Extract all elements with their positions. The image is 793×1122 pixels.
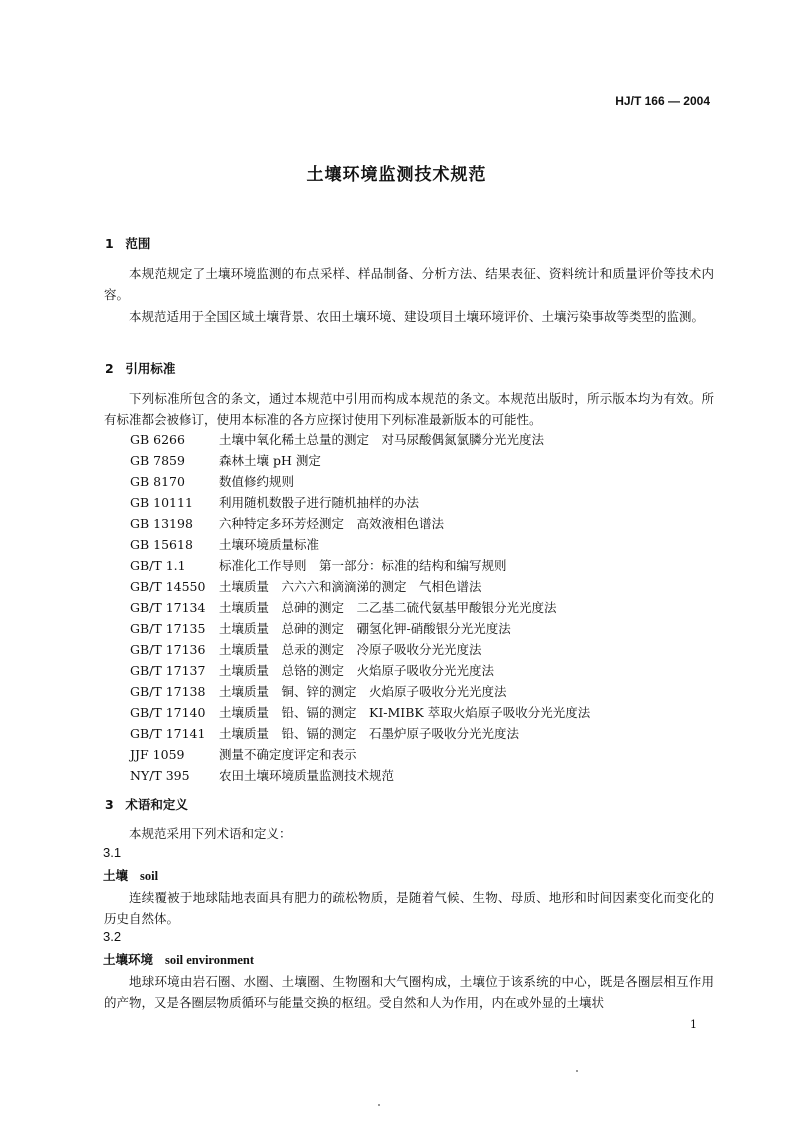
term-heading bbox=[103, 950, 254, 968]
term-definition: 地球环境由岩石圈、水圈、土壤圈、生物圈和大气圈构成，土壤位于该系统的中心，既是各圈层相互作用的产物，又是各圈层物质循环与能量交换的枢纽。受自然和人为作用，内在或外显的土壤状 bbox=[104, 974, 714, 1010]
reference-code: GB/T 17141 bbox=[130, 726, 206, 741]
reference-code: GB 13198 bbox=[130, 516, 193, 531]
reference-code: GB/T 17135 bbox=[130, 621, 206, 636]
section-2-heading bbox=[105, 359, 175, 377]
reference-code: GB 15618 bbox=[130, 537, 193, 552]
section-3-title: 术语和定义 bbox=[125, 797, 188, 812]
section-1-number: 1 bbox=[105, 236, 114, 251]
reference-item bbox=[130, 597, 557, 618]
reference-title: 利用随机数骰子进行随机抽样的办法 bbox=[219, 495, 420, 510]
page-title: 土壤环境监测技术规范 bbox=[306, 165, 487, 185]
reference-code: GB/T 17134 bbox=[130, 600, 206, 615]
term-definition: 连续覆被于地球陆地表面具有肥力的疏松物质，是随着气候、生物、母质、地形和时间因素变化而变化的历史自然体。 bbox=[104, 890, 714, 926]
reference-code: GB/T 14550 bbox=[130, 579, 206, 594]
reference-title: 标准化工作导则 第一部分：标准的结构和编写规则 bbox=[219, 558, 507, 573]
term-number: 3.1 bbox=[103, 845, 122, 860]
reference-item bbox=[130, 639, 482, 660]
reference-title: 土壤质量 总汞的测定 冷原子吸收分光光度法 bbox=[219, 642, 482, 657]
page-number: 1 bbox=[690, 1018, 697, 1031]
term-english: soil environment bbox=[165, 953, 255, 967]
reference-item bbox=[130, 681, 507, 702]
reference-title: 六种特定多环芳烃测定 高效液相色谱法 bbox=[219, 516, 445, 531]
reference-title: 测量不确定度评定和表示 bbox=[219, 747, 357, 762]
reference-code: GB/T 17136 bbox=[130, 642, 206, 657]
section-2-title: 引用标准 bbox=[125, 361, 176, 376]
reference-title: 土壤质量 总砷的测定 二乙基二硫代氨基甲酸银分光光度法 bbox=[219, 600, 557, 615]
term-number: 3.2 bbox=[103, 929, 122, 944]
reference-item bbox=[130, 660, 494, 681]
term-english: soil bbox=[140, 869, 159, 883]
reference-code: GB/T 1.1 bbox=[130, 558, 186, 573]
reference-item bbox=[130, 492, 419, 513]
section-1-paragraph-1: 本规范规定了土壤环境监测的布点采样、样品制备、分析方法、结果表征、资料统计和质量评价等技术内容。 bbox=[104, 266, 714, 302]
reference-code: GB/T 17138 bbox=[130, 684, 206, 699]
term-chinese: 土壤环境 bbox=[103, 952, 154, 967]
term-heading bbox=[103, 866, 158, 884]
reference-title: 农田土壤环境质量监测技术规范 bbox=[219, 768, 395, 783]
reference-code: GB 8170 bbox=[130, 474, 185, 489]
reference-item bbox=[130, 576, 482, 597]
reference-code: JJF 1059 bbox=[130, 747, 185, 762]
reference-title: 土壤质量 总砷的测定 硼氢化钾-硝酸银分光光度法 bbox=[219, 621, 511, 636]
section-2-intro: 下列标准所包含的条文，通过本规范中引用而构成本规范的条文。本规范出版时，所示版本均为有效。所有标准都会被修订，使用本标准的各方应探讨使用下列标准最新版本的可能性。 bbox=[104, 391, 714, 427]
reference-code: GB 7859 bbox=[130, 453, 185, 468]
reference-item bbox=[130, 534, 319, 555]
reference-item bbox=[130, 723, 519, 744]
section-2-number: 2 bbox=[105, 361, 114, 376]
reference-title: 土壤中氧化稀土总量的测定 对马尿酸偶氮氯膦分光光度法 bbox=[219, 432, 545, 447]
reference-code: GB 6266 bbox=[130, 432, 185, 447]
section-3-heading bbox=[105, 795, 188, 813]
reference-item bbox=[130, 702, 590, 723]
section-1-heading bbox=[105, 234, 150, 252]
scan-speck bbox=[576, 1070, 578, 1072]
reference-title: 土壤质量 铜、锌的测定 火焰原子吸收分光光度法 bbox=[219, 684, 507, 699]
section-3-number: 3 bbox=[105, 797, 114, 812]
reference-item bbox=[130, 618, 511, 639]
reference-code: GB/T 17140 bbox=[130, 705, 206, 720]
reference-item bbox=[130, 471, 294, 492]
reference-code: NY/T 395 bbox=[130, 768, 190, 783]
reference-code: GB 10111 bbox=[130, 495, 193, 510]
reference-title: 土壤质量 铅、镉的测定 石墨炉原子吸收分光光度法 bbox=[219, 726, 520, 741]
reference-item bbox=[130, 450, 321, 471]
reference-title: 土壤环境质量标准 bbox=[219, 537, 320, 552]
reference-item bbox=[130, 744, 357, 765]
section-3-intro: 本规范采用下列术语和定义： bbox=[129, 826, 292, 841]
reference-code: GB/T 17137 bbox=[130, 663, 206, 678]
reference-title: 土壤质量 铅、镉的测定 KI-MIBK 萃取火焰原子吸收分光光度法 bbox=[219, 705, 591, 720]
scan-speck bbox=[378, 1104, 380, 1106]
reference-title: 森林土壤 pH 测定 bbox=[219, 453, 321, 468]
reference-title: 数值修约规则 bbox=[219, 474, 295, 489]
reference-title: 土壤质量 总铬的测定 火焰原子吸收分光光度法 bbox=[219, 663, 495, 678]
term-chinese: 土壤 bbox=[103, 868, 129, 883]
section-1-title: 范围 bbox=[125, 236, 151, 251]
reference-item bbox=[130, 765, 394, 786]
section-1-paragraph-2: 本规范适用于全国区域土壤背景、农田土壤环境、建设项目土壤环境评价、土壤污染事故等类型的监测。 bbox=[129, 309, 705, 324]
document-code: HJ/T 166 — 2004 bbox=[615, 94, 710, 108]
reference-item bbox=[130, 513, 444, 534]
reference-item bbox=[130, 555, 507, 576]
reference-item bbox=[130, 429, 544, 450]
reference-title: 土壤质量 六六六和滴滴涕的测定 气相色谱法 bbox=[219, 579, 482, 594]
